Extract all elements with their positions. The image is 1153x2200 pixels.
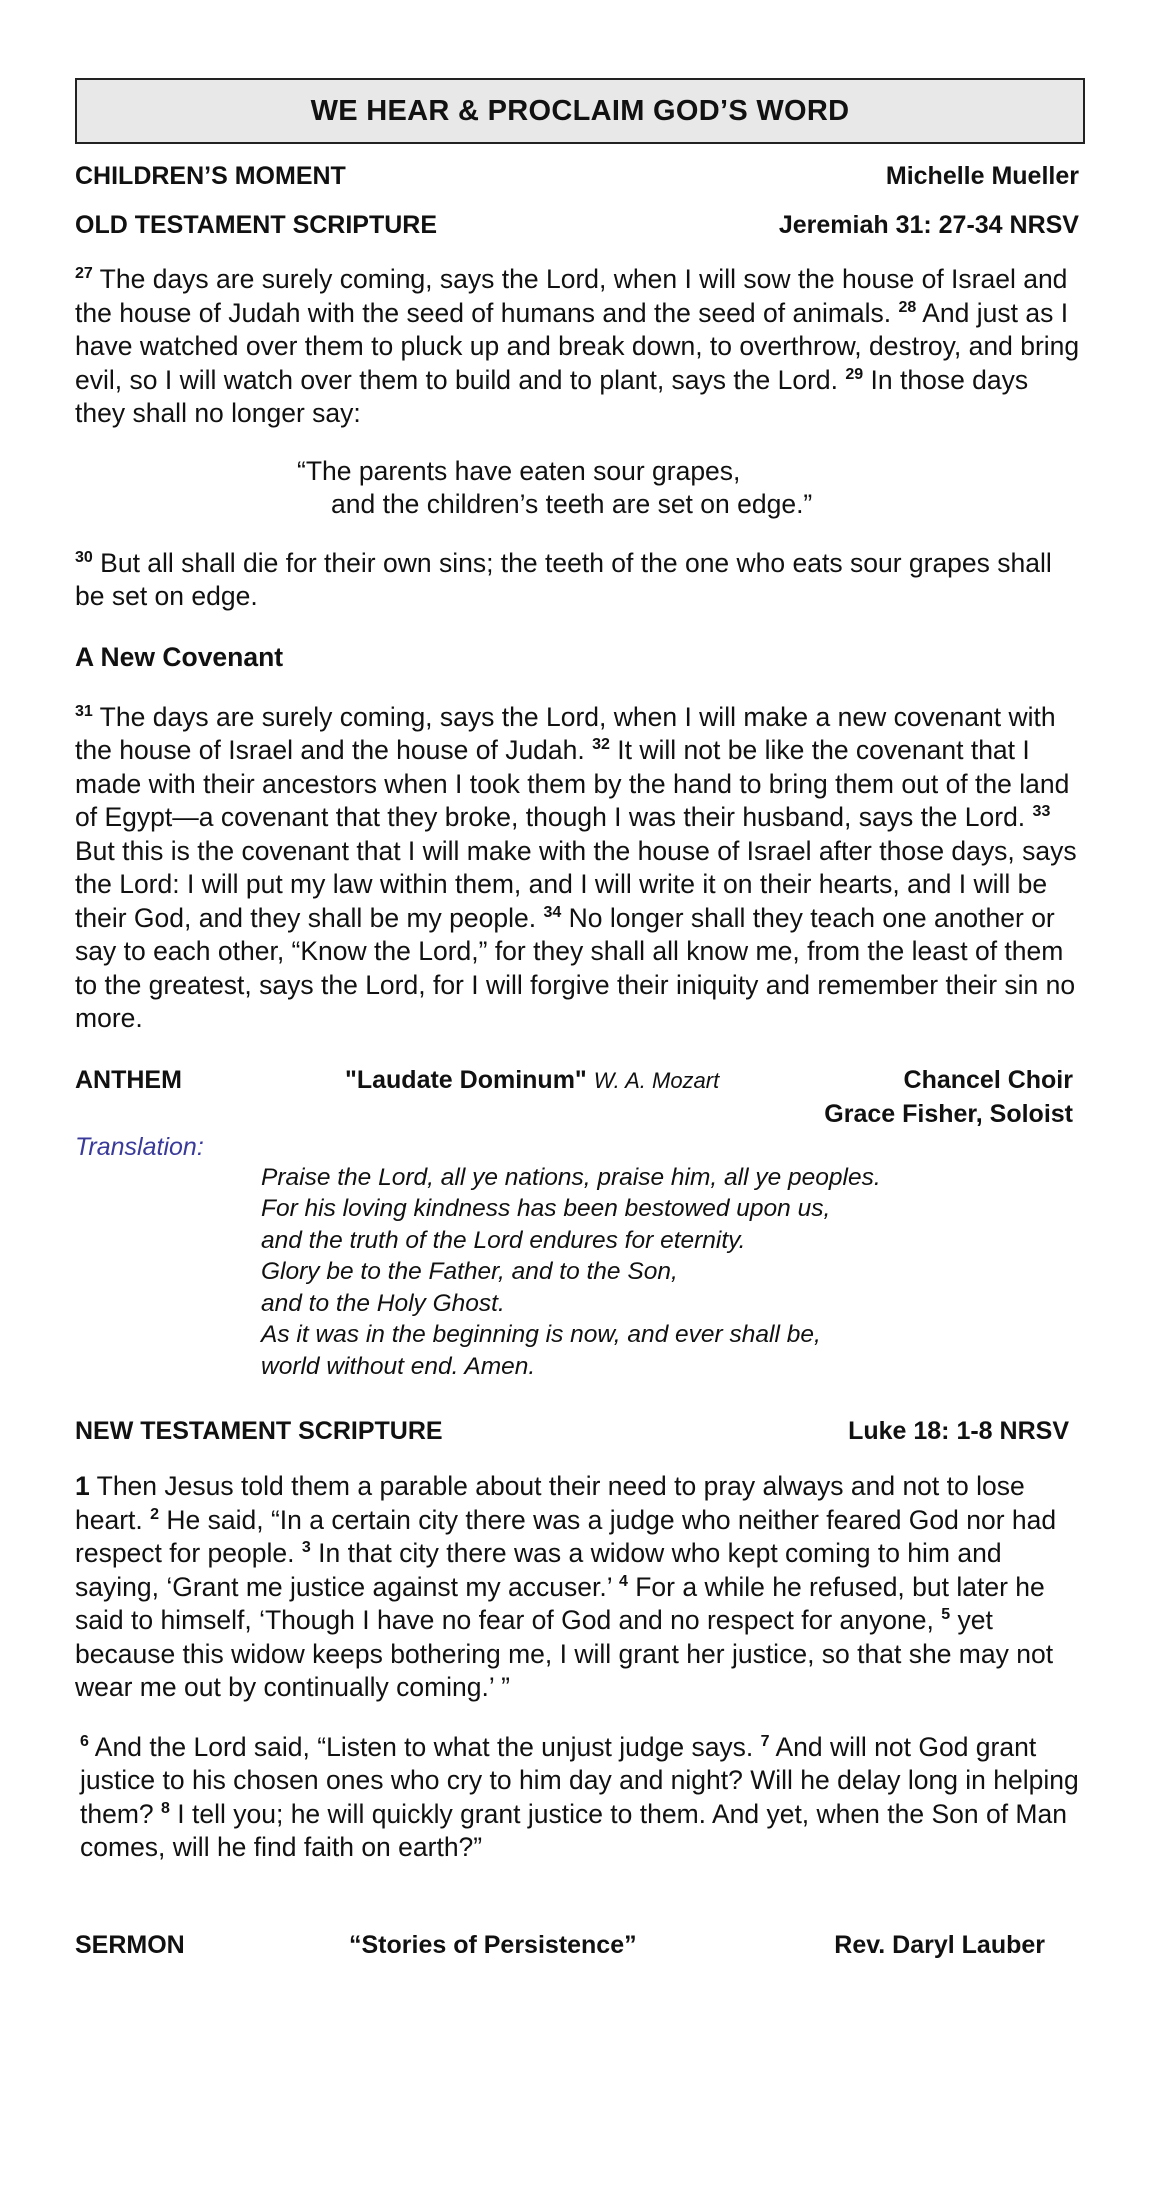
translation-line: Glory be to the Father, and to the Son,	[261, 1258, 678, 1285]
verse-text: And the Lord said, “Listen to what the unjust judge says.	[88, 1731, 761, 1762]
bulletin-page	[75, 78, 1085, 1965]
verse-number: 31	[75, 702, 93, 720]
childrens-moment-leader: Michelle Mueller	[885, 162, 1079, 190]
translation-line: Praise the Lord, all ye nations, praise him, all ye peoples.	[261, 1163, 881, 1191]
old-testament-label: OLD TESTAMENT SCRIPTURE	[75, 211, 438, 239]
verse-number: 27	[75, 265, 93, 282]
anthem-title: "Laudate Dominum"	[345, 1065, 587, 1094]
section-banner: WE HEAR & PROCLAIM GOD’S WORD	[75, 78, 1085, 144]
verse-number: 6	[80, 1732, 89, 1750]
translation-line: For his loving kindness has been bestowed upon us,	[261, 1195, 831, 1222]
translation-line: and the truth of the Lord endures for eternity.	[261, 1226, 746, 1254]
anthem-composer: W. A. Mozart	[593, 1067, 720, 1093]
verse-number: 32	[592, 736, 610, 753]
verse-number: 3	[301, 1539, 311, 1556]
translation-label: Translation:	[75, 1132, 204, 1161]
verse-text: I tell you; he will quickly grant justice to them. And yet, when the Son of Man comes, will he find faith on earth?”	[80, 1798, 1067, 1862]
verse-text: The days are surely coming, says the Lord, when I will sow the house of Israel and the house of Judah with the seed of humans and the seed of animals.	[75, 264, 1068, 328]
verse-text: The days are surely coming, says the Lord, when I will make a new covenant with the house of Israel and the house of Judah.	[75, 701, 1056, 765]
verse-number: 4	[618, 1572, 628, 1590]
verse-text: In that city there was a widow who kept coming to him and saying, ‘Grant me justice against my accuser.’	[75, 1538, 1002, 1602]
anthem-title-group	[345, 1066, 719, 1095]
poem-line: “The parents have eaten sour grapes,	[297, 455, 741, 486]
sermon-label: SERMON	[75, 1930, 185, 1959]
verse-number: 2	[150, 1505, 160, 1523]
verse-text: But all shall die for their own sins; the teeth of the one who eats sour grapes shall be set on edge.	[75, 547, 1052, 611]
poem-line: and the children’s teeth are set on edge.”	[331, 488, 813, 519]
nt-paragraph-2	[75, 1731, 1085, 1865]
ot-paragraph-1	[75, 263, 1085, 431]
ot-paragraph-2	[75, 547, 1085, 614]
verse-text: But this is the covenant that I will make with the house of Israel after those days, says the Lord: I will put my law within them, and I will write it on their hearts, and I will be their God, and they shall be my people.	[75, 835, 1077, 933]
verse-number: 7	[760, 1732, 770, 1750]
verse-number: 29	[845, 365, 864, 383]
verse-text: And just as I have watched over them to pluck up and break down, to overthrow, destroy, and bring evil, so I will watch over them to build and to plant, says the Lord.	[75, 297, 1080, 395]
verse-number: 8	[161, 1799, 170, 1817]
translation-text	[75, 1162, 1085, 1383]
anthem-row	[75, 1066, 1085, 1100]
childrens-moment-row	[75, 162, 1085, 191]
sermon-title: “Stories of Persistence”	[349, 1930, 637, 1959]
verse-text: For a while he refused, but later he said to himself, ‘Though I have no fear of God and no respect for anyone,	[75, 1571, 1045, 1635]
sermon-preacher: Rev. Daryl Lauber	[834, 1930, 1045, 1959]
section-heading: A New Covenant	[75, 641, 284, 672]
ot-paragraph-3	[75, 701, 1085, 1036]
new-testament-label: NEW TESTAMENT SCRIPTURE	[75, 1417, 443, 1445]
childrens-moment-label: CHILDREN’S MOMENT	[75, 162, 346, 190]
old-testament-reference: Jeremiah 31: 27-34 NRSV	[778, 211, 1079, 239]
old-testament-row	[75, 211, 1085, 240]
verse-number: 34	[543, 903, 562, 921]
translation-line: As it was in the beginning is now, and ever shall be,	[261, 1321, 821, 1348]
verse-text: No longer shall they teach one another or say to each other, “Know the Lord,” for they shall all know me, from the least of them to the greatest, says the Lord, for I will forgive their iniquity and remember their sin no more.	[75, 902, 1076, 1033]
verse-text: In those days they shall no longer say:	[75, 364, 1029, 428]
anthem-performer: Chancel Choir	[903, 1065, 1073, 1094]
translation-line: and to the Holy Ghost.	[261, 1289, 505, 1317]
translation-line: world without end. Amen.	[261, 1352, 536, 1380]
verse-text: yet because this widow keeps bothering me, I will grant her justice, so that she may not wear me out by continually coming.’ ”	[75, 1605, 1054, 1702]
new-testament-reference: Luke 18: 1-8 NRSV	[848, 1417, 1069, 1445]
anthem-label: ANTHEM	[75, 1065, 182, 1094]
verse-text: Then Jesus told them a parable about their need to pray always and not to lose heart.	[75, 1471, 1025, 1535]
verse-number: 1	[75, 1471, 90, 1501]
verse-number: 5	[941, 1606, 951, 1623]
verse-number: 28	[898, 298, 917, 316]
anthem-soloist: Grace Fisher, Soloist	[824, 1099, 1073, 1128]
verse-number: 33	[1032, 803, 1051, 820]
verse-text: He said, “In a certain city there was a judge who neither feared God nor had respect for people.	[75, 1504, 1057, 1568]
ot-poem	[75, 455, 1085, 521]
sermon-row	[75, 1931, 1085, 1965]
new-testament-row	[75, 1417, 1085, 1446]
nt-paragraph-1	[75, 1470, 1085, 1705]
verse-text: It will not be like the covenant that I made with their ancestors when I took them by the hand to bring them out of the land of Egypt—a covenant that they broke, though I was their husband, says the Lord.	[75, 735, 1070, 832]
verse-text: And will not God grant justice to his chosen ones who cry to him day and night? Will he delay long in helping them?	[80, 1731, 1079, 1829]
verse-number: 30	[75, 548, 93, 566]
